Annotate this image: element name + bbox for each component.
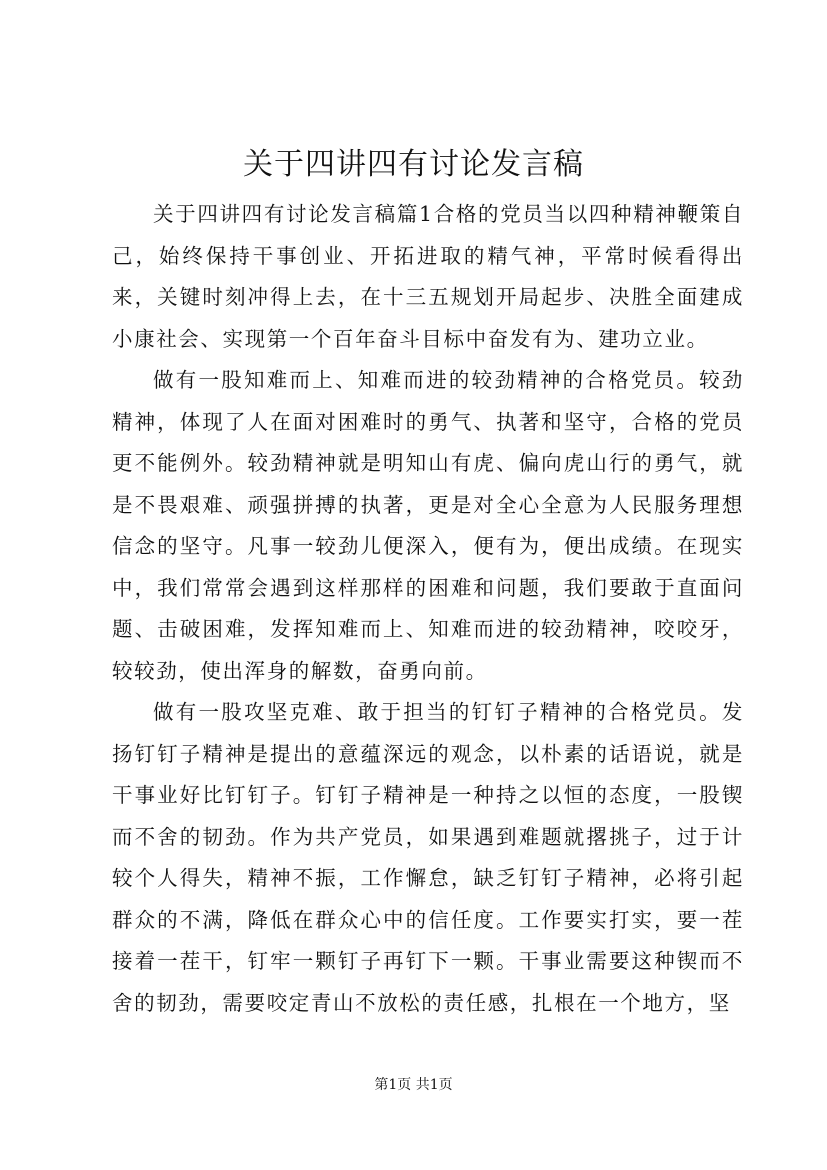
document-body [112,194,744,1024]
paragraph-3: 做有一股攻坚克难、敢于担当的钉钉子精神的合格党员。发扬钉钉子精神是提出的意蕴深远的观念，以朴素的话语说，就是干事业好比钉钉子。钉钉子精神是一种持之以恒的态度，一股锲而不舍的韧劲。作为共产党员，如果遇到难题就撂挑子，过于计较个人得失，精神不振，工作懈怠，缺乏钉钉子精神，必将引起群众的不满，降低在群众心中的信任度。工作要实打实，要一茬接着一茬干，钉牢一颗钉子再钉下一颗。干事业需要这种锲而不舍的韧劲，需要咬定青山不放松的责任感，扎根在一个地方，坚 [112,700,744,1015]
page-number-footer: 第1页 共1页 [374,1077,453,1093]
paragraph-1: 关于四讲四有讨论发言稿篇1合格的党员当以四种精神鞭策自己，始终保持干事创业、开拓进取的精气神，平常时候看得出来，关键时刻冲得上去，在十三五规划开局起步、决胜全面建成小康社会、实现第一个百年奋斗目标中奋发有为、建功立业。 [112,202,744,351]
paragraph-2: 做有一股知难而上、知难而进的较劲精神的合格党员。较劲精神，体现了人在面对困难时的勇气、执著和坚守，合格的党员更不能例外。较劲精神就是明知山有虎、偏向虎山行的勇气，就是不畏艰难、顽强拼搏的执著，更是对全心全意为人民服务理想信念的坚守。凡事一较劲儿便深入，便有为，便出成绩。在现实中，我们常常会遇到这样那样的困难和问题，我们要敢于直面问题、击破困难，发挥知难而上、知难而进的较劲精神，咬咬牙，较较劲，使出浑身的解数，奋勇向前。 [112,368,744,683]
document-title: 关于四讲四有讨论发言稿 [243,147,584,182]
